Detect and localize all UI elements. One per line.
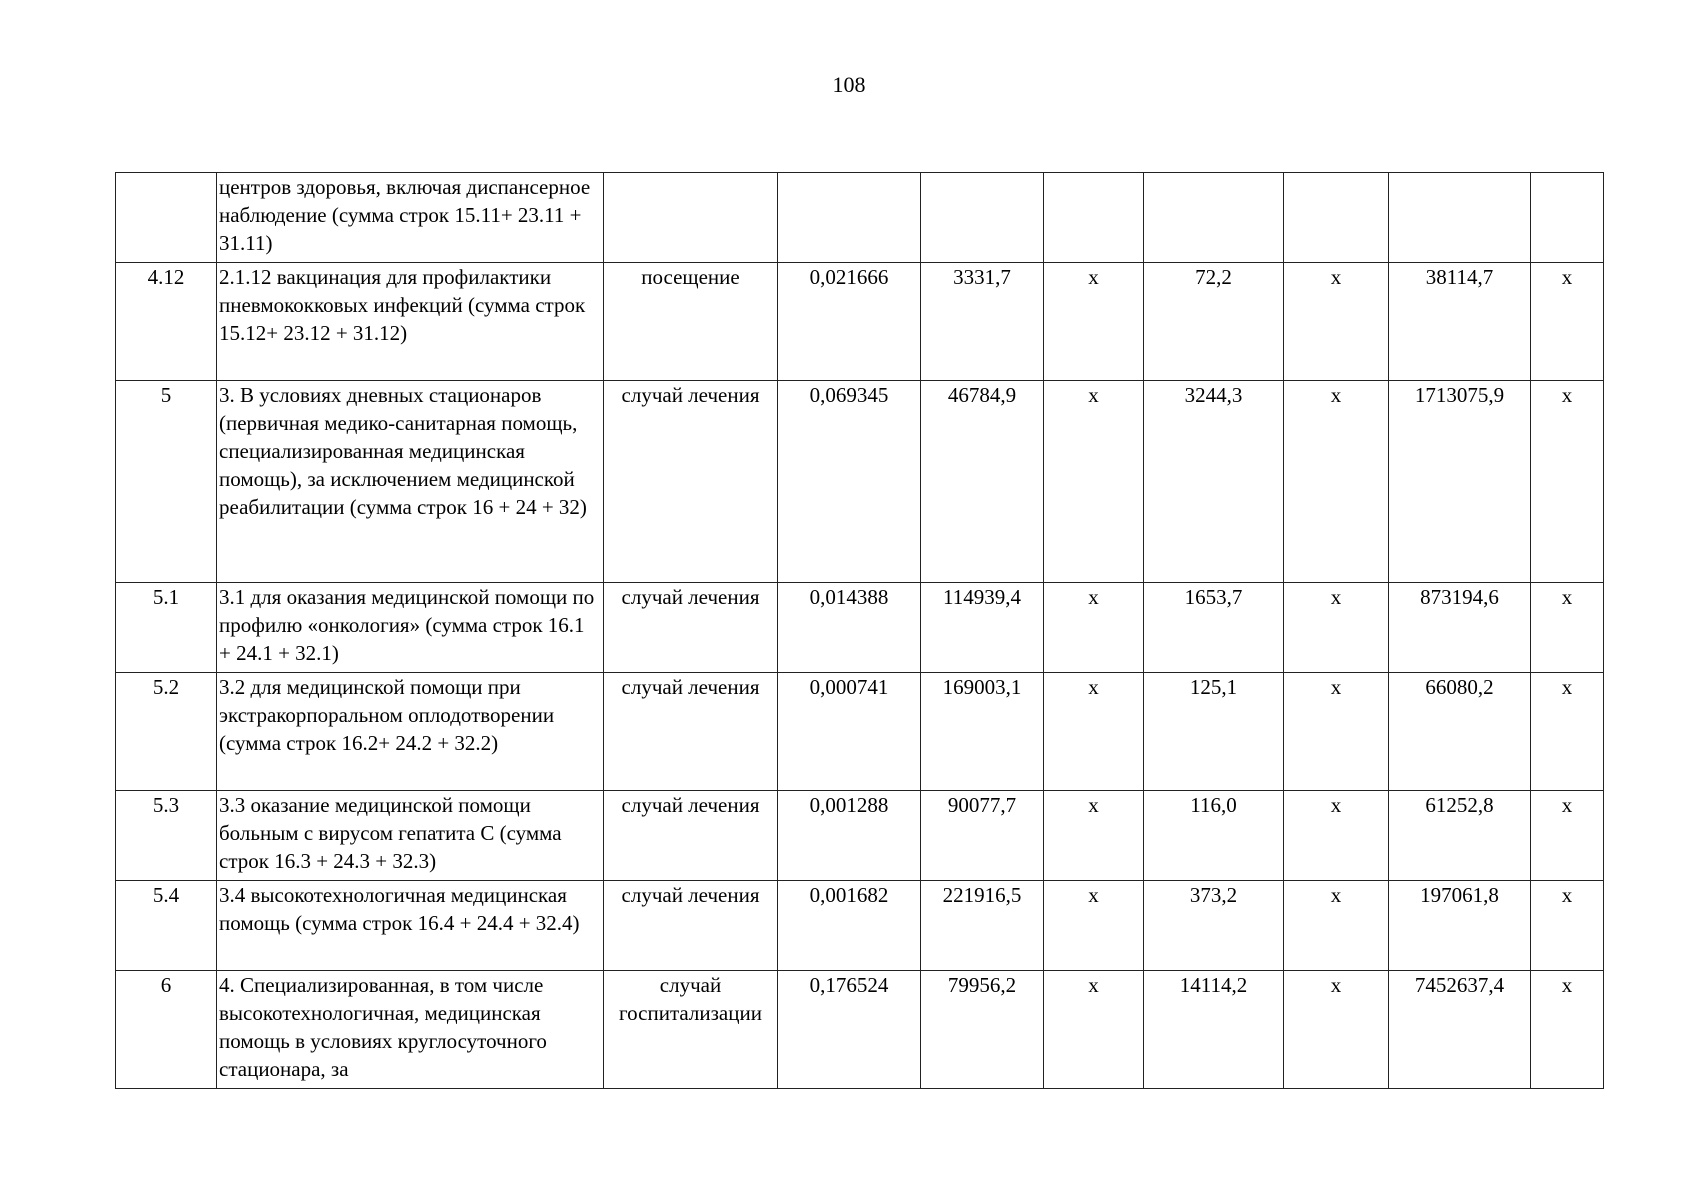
page-number: 108: [832, 72, 866, 97]
row-name: 3.1 для оказания медицинской помощи по профилю «онкология» (сумма строк 16.1 + 24.1 + 32.1): [217, 583, 604, 673]
row-value-7: х: [1531, 583, 1604, 673]
row-value-6: 197061,8: [1389, 881, 1531, 971]
row-value-4: 72,2: [1144, 263, 1284, 381]
table-row: [116, 173, 1604, 263]
row-value-5: х: [1284, 381, 1389, 583]
row-name: 3.2 для медицинской помощи при экстракорпоральном оплодотворении (сумма строк 16.2+ 24.2 + 32.2): [217, 673, 604, 791]
row-value-6: 7452637,4: [1389, 971, 1531, 1089]
row-value-1: 0,000741: [778, 673, 921, 791]
row-number: 5: [116, 381, 217, 583]
row-value-5: [1284, 173, 1389, 263]
row-value-2: 46784,9: [921, 381, 1044, 583]
row-value-4: 125,1: [1144, 673, 1284, 791]
row-value-1: 0,001288: [778, 791, 921, 881]
row-value-3: х: [1044, 263, 1144, 381]
row-value-7: х: [1531, 673, 1604, 791]
row-number: 5.3: [116, 791, 217, 881]
row-value-6: [1389, 173, 1531, 263]
row-value-4: [1144, 173, 1284, 263]
table-body: [116, 173, 1604, 1089]
row-number: 5.2: [116, 673, 217, 791]
row-value-1: [778, 173, 921, 263]
row-value-2: 221916,5: [921, 881, 1044, 971]
row-number: 5.1: [116, 583, 217, 673]
row-value-3: х: [1044, 673, 1144, 791]
row-number: 6: [116, 971, 217, 1089]
row-name: 2.1.12 вакцинация для профилактики пневмококковых инфекций (сумма строк 15.12+ 23.12 + 31.12): [217, 263, 604, 381]
row-value-1: 0,176524: [778, 971, 921, 1089]
row-value-5: х: [1284, 971, 1389, 1089]
row-name: 3.3 оказание медицинской помощи больным с вирусом гепатита С (сумма строк 16.3 + 24.3 + 32.3): [217, 791, 604, 881]
table-row: [116, 381, 1604, 583]
row-value-3: х: [1044, 791, 1144, 881]
row-value-7: [1531, 173, 1604, 263]
row-value-4: 1653,7: [1144, 583, 1284, 673]
row-value-6: 1713075,9: [1389, 381, 1531, 583]
row-unit: [604, 173, 778, 263]
row-unit: посещение: [604, 263, 778, 381]
row-unit: случай лечения: [604, 673, 778, 791]
row-value-7: х: [1531, 791, 1604, 881]
row-unit: случай лечения: [604, 583, 778, 673]
table-row: [116, 971, 1604, 1089]
row-value-6: 38114,7: [1389, 263, 1531, 381]
row-number: [116, 173, 217, 263]
row-value-5: х: [1284, 583, 1389, 673]
row-value-5: х: [1284, 791, 1389, 881]
row-value-3: х: [1044, 971, 1144, 1089]
row-value-2: 114939,4: [921, 583, 1044, 673]
row-name: 4. Специализированная, в том числе высокотехнологичная, медицинская помощь в условиях круглосуточного стационара, за: [217, 971, 604, 1089]
row-value-2: 3331,7: [921, 263, 1044, 381]
row-value-2: 79956,2: [921, 971, 1044, 1089]
row-value-6: 873194,6: [1389, 583, 1531, 673]
row-value-3: х: [1044, 881, 1144, 971]
table-row: [116, 263, 1604, 381]
row-value-7: х: [1531, 381, 1604, 583]
row-value-3: х: [1044, 381, 1144, 583]
row-value-7: х: [1531, 881, 1604, 971]
table-row: [116, 881, 1604, 971]
row-value-3: х: [1044, 583, 1144, 673]
row-value-2: 90077,7: [921, 791, 1044, 881]
row-value-6: 61252,8: [1389, 791, 1531, 881]
row-value-6: 66080,2: [1389, 673, 1531, 791]
row-value-4: 373,2: [1144, 881, 1284, 971]
row-name: 3.4 высокотехнологичная медицинская помощь (сумма строк 16.4 + 24.4 + 32.4): [217, 881, 604, 971]
row-name: центров здоровья, включая диспансерное наблюдение (сумма строк 15.11+ 23.11 + 31.11): [217, 173, 604, 263]
row-unit: случай лечения: [604, 381, 778, 583]
row-value-4: 116,0: [1144, 791, 1284, 881]
table-row: [116, 791, 1604, 881]
row-value-2: 169003,1: [921, 673, 1044, 791]
row-value-1: 0,021666: [778, 263, 921, 381]
table-row: [116, 673, 1604, 791]
data-table: [115, 172, 1604, 1089]
row-value-4: 14114,2: [1144, 971, 1284, 1089]
row-value-3: [1044, 173, 1144, 263]
row-unit: случай лечения: [604, 791, 778, 881]
row-number: 5.4: [116, 881, 217, 971]
row-value-5: х: [1284, 263, 1389, 381]
row-value-7: х: [1531, 971, 1604, 1089]
row-value-7: х: [1531, 263, 1604, 381]
row-value-5: х: [1284, 673, 1389, 791]
row-name: 3. В условиях дневных стационаров (первичная медико-санитарная помощь, специализированная медицинская помощь), за исключением медицинской реабилитации (сумма строк 16 + 24 + 32): [217, 381, 604, 583]
row-value-1: 0,001682: [778, 881, 921, 971]
row-value-2: [921, 173, 1044, 263]
table-row: [116, 583, 1604, 673]
row-value-1: 0,069345: [778, 381, 921, 583]
row-value-4: 3244,3: [1144, 381, 1284, 583]
row-number: 4.12: [116, 263, 217, 381]
row-value-5: х: [1284, 881, 1389, 971]
row-unit: случай госпитализации: [604, 971, 778, 1089]
row-unit: случай лечения: [604, 881, 778, 971]
row-value-1: 0,014388: [778, 583, 921, 673]
